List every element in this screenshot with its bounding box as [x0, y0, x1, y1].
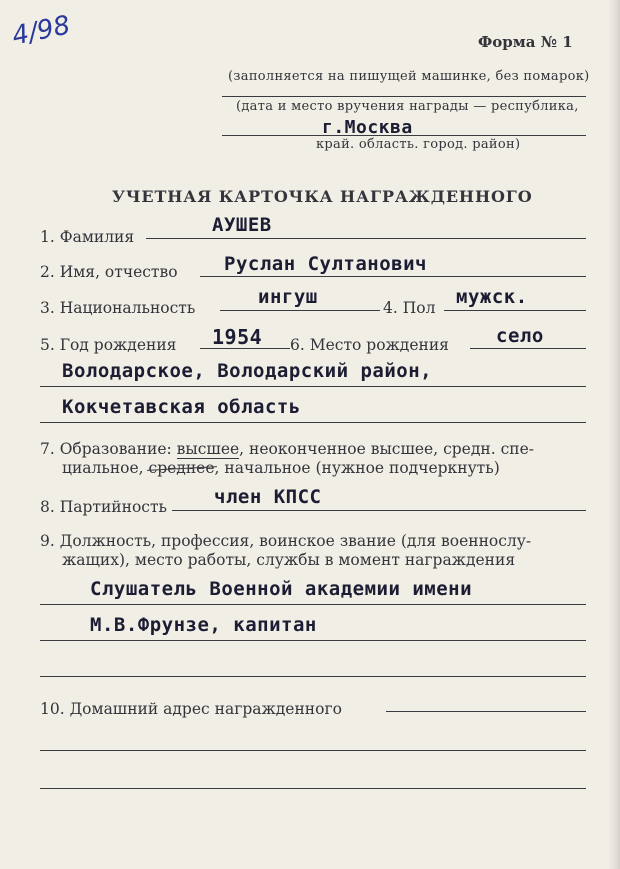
nationality-value: ингуш [258, 286, 318, 308]
address-line-3 [40, 788, 586, 789]
surname-line [146, 238, 586, 239]
birthplace-value-3: Кокчетавская область [62, 396, 301, 418]
surname-label: 1. Фамилия [40, 228, 135, 246]
position-value-1: Слушатель Военной академии имени [90, 578, 473, 600]
name-label: 2. Имя, отчество [40, 263, 178, 281]
position-line-3 [40, 676, 586, 677]
birthplace-line-2 [40, 386, 586, 387]
education-crossed: среднее [148, 459, 215, 477]
form-instruction: (заполняется на пишущей машинке, без помарок) [228, 69, 590, 84]
birthplace-line-1 [470, 348, 586, 349]
position-line-1 [40, 604, 586, 605]
position-line-2 [40, 640, 586, 641]
education-rest-1: , неоконченное высшее, средн. спе- [239, 440, 535, 458]
address-line-1 [386, 711, 586, 712]
education-selected: высшее [176, 440, 240, 458]
form-number: Форма № 1 [478, 33, 573, 51]
sex-value: мужск. [456, 286, 528, 308]
address-line-2 [40, 750, 586, 751]
name-line [200, 276, 586, 277]
birth-year-label: 5. Год рождения [40, 336, 177, 354]
surname-value: АУШЕВ [212, 214, 272, 236]
nationality-line [220, 310, 380, 311]
party-label: 8. Партийность [40, 498, 167, 516]
education-line2-start: циальное, [62, 459, 149, 477]
handwritten-note: 4/98 [9, 10, 73, 52]
location-caption-top: (дата и место вручения награды — республика, [236, 99, 579, 114]
sex-label: 4. Пол [383, 299, 436, 317]
education-prefix: 7. Образование: [40, 440, 172, 458]
birthplace-line-3 [40, 422, 586, 423]
party-value: член КПСС [214, 486, 322, 508]
education-line-2 [62, 459, 500, 477]
birthplace-label: 6. Место рождения [290, 336, 449, 354]
location-caption-bottom: край. область. город. район) [316, 137, 521, 152]
position-value-2: М.В.Фрунзе, капитан [90, 614, 317, 636]
education-line-1 [40, 440, 534, 458]
position-label-1: 9. Должность, профессия, воинское звание (для военнослу- [40, 532, 532, 550]
nationality-label: 3. Национальность [40, 299, 196, 317]
birth-year-line [200, 348, 290, 349]
rule-date-1 [222, 96, 586, 97]
sex-line [444, 310, 586, 311]
name-value: Руслан Султанович [224, 253, 427, 275]
birthplace-value-1: село [496, 325, 544, 347]
party-line [172, 510, 586, 511]
education-line2-rest: , начальное (нужное подчеркнуть) [214, 459, 500, 477]
birth-year-value: 1954 [212, 325, 263, 349]
award-location-value: г.Москва [322, 117, 413, 138]
address-label: 10. Домашний адрес награжденного [40, 700, 342, 718]
rule-date-2 [222, 135, 586, 136]
position-label-2: жащих), место работы, службы в момент награждения [62, 551, 516, 569]
birthplace-value-2: Володарское, Володарский район, [62, 360, 433, 382]
paper-edge [608, 0, 620, 869]
card-title: УЧЕТНАЯ КАРТОЧКА НАГРАЖДЕННОГО [112, 187, 533, 206]
